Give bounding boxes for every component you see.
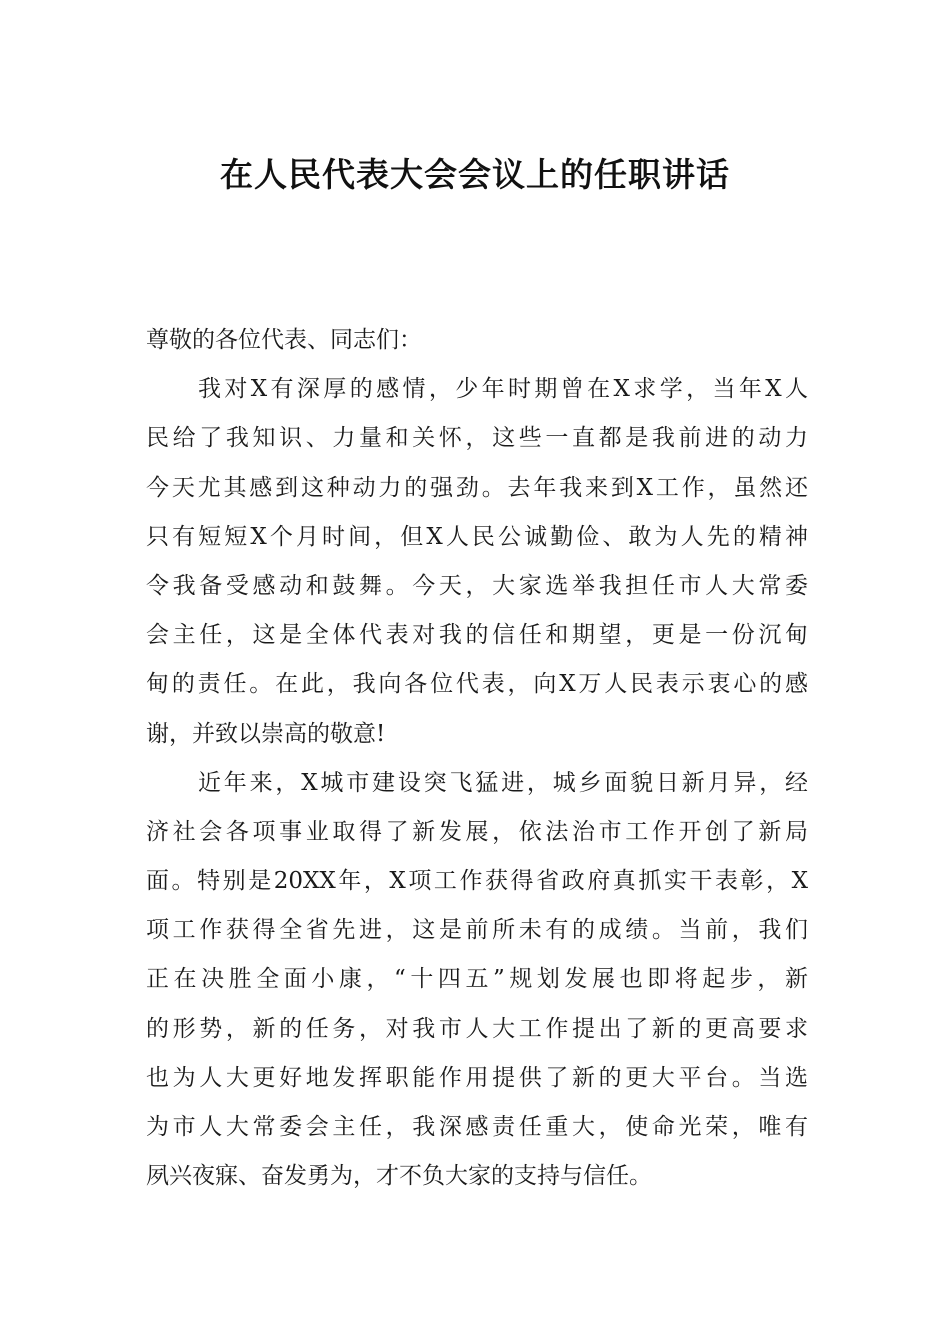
paragraph-line: 正在决胜全面小康，“十四五”规划发展也即将起步，新	[146, 966, 808, 993]
paragraph-line: 令我备受感动和鼓舞。今天，大家选举我担任市人大常委	[146, 572, 808, 599]
document-body	[146, 316, 808, 1201]
paragraph-line: 近年来，X城市建设突飞猛进，城乡面貌日新月异，经	[198, 769, 808, 796]
paragraph-line: 我对X有深厚的感情，少年时期曾在X求学，当年X人	[198, 376, 808, 403]
paragraph-line: 项工作获得全省先进，这是前所未有的成绩。当前，我们	[146, 917, 808, 944]
paragraph-line: 面。特别是20XX年，X项工作获得省政府真抓实干表彰，X	[146, 868, 808, 895]
paragraph-line: 的形势，新的任务，对我市人大工作提出了新的更高要求	[146, 1015, 808, 1042]
paragraph-1	[146, 365, 808, 759]
paragraph-line: 谢，并致以崇高的敬意!	[146, 720, 386, 747]
paragraph-line: 民给了我知识、力量和关怀，这些一直都是我前进的动力	[146, 425, 808, 452]
salutation: 尊敬的各位代表、同志们：	[146, 327, 422, 353]
document-title: 在人民代表大会会议上的任职讲话	[220, 155, 730, 194]
paragraph-2	[146, 759, 808, 1202]
paragraph-line: 今天尤其感到这种动力的强劲。去年我来到X工作，虽然还	[146, 474, 808, 501]
paragraph-line: 也为人大更好地发挥职能作用提供了新的更大平台。当选	[146, 1064, 808, 1091]
paragraph-line: 甸的责任。在此，我向各位代表，向X万人民表示衷心的感	[146, 671, 808, 698]
paragraph-line: 济社会各项事业取得了新发展，依法治市工作开创了新局	[146, 818, 808, 845]
paragraph-line: 会主任，这是全体代表对我的信任和期望，更是一份沉甸	[146, 622, 808, 649]
paragraph-line: 只有短短X个月时间，但X人民公诚勤俭、敢为人先的精神	[146, 523, 808, 550]
paragraph-line: 夙兴夜寐、奋发勇为，才不负大家的支持与信任。	[146, 1163, 652, 1190]
paragraph-line: 为市人大常委会主任，我深感责任重大，使命光荣，唯有	[146, 1114, 808, 1140]
